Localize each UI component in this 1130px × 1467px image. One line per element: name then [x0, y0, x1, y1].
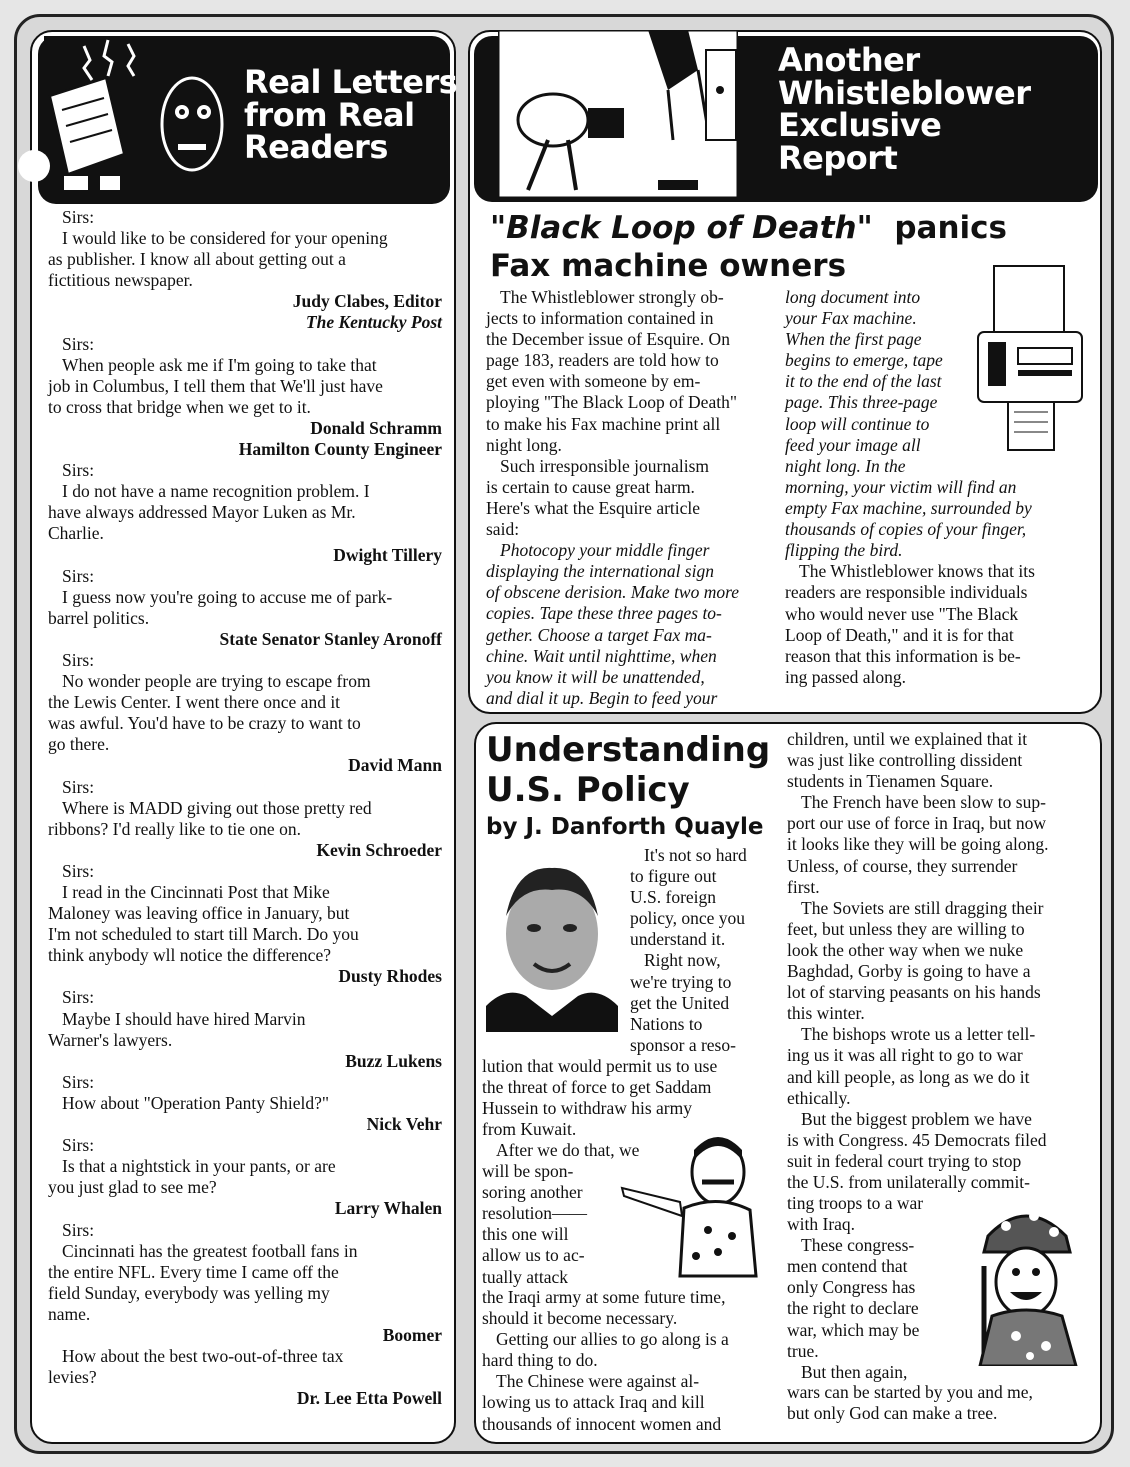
letter-line: ribbons? I'd really like to tie one on. — [48, 818, 301, 839]
policy-text-line: resolution—— — [482, 1203, 587, 1224]
report-text-line: morning, your victim will find an — [785, 477, 1017, 497]
letter-line: Donald Schramm — [310, 417, 442, 438]
letter-line: State Senator Stanley Aronoff — [219, 628, 442, 649]
letter-line: Judy Clabes, Editor — [292, 291, 442, 312]
letter-line: fictitious newspaper. — [48, 270, 193, 291]
policy-text-line: with Iraq. — [787, 1214, 856, 1235]
policy-column-1-beside-photo — [630, 845, 764, 1056]
report-text-line: get even with someone by em- — [486, 371, 701, 392]
policy-text-line: ethically. — [787, 1087, 851, 1108]
policy-text-line: lowing us to attack Iraq and kill — [482, 1392, 705, 1413]
policy-text-line: children, until we explained that it — [787, 729, 1028, 749]
policy-text-line: port our use of force in Iraq, but now — [787, 813, 1047, 834]
policy-text-line: men contend that — [787, 1256, 908, 1277]
letters-column — [48, 207, 442, 1409]
policy-text-line: the right to declare — [787, 1298, 919, 1319]
letter-line: Sirs: — [62, 1219, 95, 1240]
report-text-line: The Whistleblower strongly ob- — [500, 287, 724, 307]
policy-text-line: and kill people, as long as we do it — [787, 1066, 1030, 1087]
letter-line: was awful. You'd have to be crazy to want to — [48, 713, 361, 734]
report-text-line: reason that this information is be- — [785, 645, 1021, 666]
policy-text-line: soring another — [482, 1182, 583, 1203]
letter-line: to cross that bridge when we get to it. — [48, 396, 311, 417]
policy-text-line: But the biggest problem we have — [801, 1108, 1032, 1129]
policy-text-line: understand it. — [630, 929, 726, 950]
report-text-line: of obscene derision. Make two more — [486, 582, 740, 603]
policy-title-2: U.S. Policy — [486, 770, 690, 810]
report-title-line: Report — [778, 138, 898, 177]
policy-text-line: The Soviets are still dragging their — [801, 897, 1044, 918]
letter-line: Cincinnati has the greatest football fans in — [62, 1240, 358, 1261]
binding-hole-mark — [16, 148, 52, 184]
policy-text-line: the threat of force to get Saddam — [482, 1077, 712, 1098]
report-text-line: When the first page — [785, 329, 922, 350]
report-text-line: copies. Tape these three pages to- — [486, 603, 722, 624]
letter-line: think anybody wll notice the difference? — [48, 945, 331, 966]
policy-text-line: is with Congress. 45 Democrats filed — [787, 1129, 1047, 1150]
letter-line: Where is MADD giving out those pretty red — [62, 797, 372, 818]
policy-text-line: tually attack — [482, 1266, 569, 1287]
report-text-line: who would never use "The Black — [785, 603, 1019, 624]
letter-line: Sirs: — [62, 207, 95, 227]
policy-text-line: lution that would permit us to use — [482, 1056, 718, 1076]
letter-line: name. — [48, 1303, 91, 1324]
policy-text-line: Unless, of course, they surrender — [787, 855, 1018, 876]
report-banner-title — [778, 41, 1031, 177]
policy-text-line: sponsor a reso- — [630, 1034, 736, 1055]
policy-text-line: first. — [787, 876, 820, 897]
report-text-line: to make his Fax machine print all — [486, 413, 721, 434]
report-text-line: long document into — [785, 287, 921, 307]
letters-title-line: Real Letters — [244, 63, 458, 101]
policy-text-line: U.S. foreign — [630, 887, 717, 908]
letter-line: Sirs: — [62, 1071, 95, 1092]
letter-line: Warner's lawyers. — [48, 1029, 173, 1050]
letter-line: Boomer — [382, 1324, 442, 1345]
report-text-line: Photocopy your middle finger — [500, 540, 710, 561]
report-title-line: Whistleblower — [778, 73, 1031, 112]
report-text-line: page 183, readers are told how to — [486, 350, 719, 371]
letter-line: field Sunday, everybody was yelling my — [48, 1282, 330, 1303]
letter-line: The Kentucky Post — [305, 312, 442, 333]
policy-text-line: After we do that, we — [496, 1140, 640, 1160]
letter-line: Dwight Tillery — [333, 544, 442, 565]
report-text-line: your Fax machine. — [785, 308, 917, 329]
letter-line: Kevin Schroeder — [316, 839, 442, 860]
report-text-line: it to the end of the last — [785, 371, 942, 392]
report-text-line: empty Fax machine, surrounded by — [785, 498, 1032, 519]
report-text-line: night long. — [486, 434, 562, 455]
letter-line: levies? — [48, 1367, 97, 1388]
letter-line: Sirs: — [62, 565, 95, 586]
letter-line: go there. — [48, 734, 110, 755]
report-text-line: said: — [486, 519, 520, 540]
saddam-cartoon — [620, 1130, 762, 1280]
report-headline-line-2: Fax machine owners — [490, 248, 847, 284]
policy-text-line: war, which may be — [787, 1319, 920, 1340]
report-text-line: begins to emerge, tape — [785, 350, 943, 371]
letter-line: Sirs: — [62, 860, 95, 881]
report-title-line: Another — [778, 41, 920, 79]
letter-line: Dr. Lee Etta Powell — [296, 1388, 442, 1409]
policy-text-line: The French have been slow to sup- — [801, 792, 1046, 813]
letter-line: No wonder people are trying to escape from — [62, 671, 371, 692]
letter-line: I'm not scheduled to start till March. Do you — [48, 924, 359, 945]
policy-text-line: feet, but unless they are willing to — [787, 918, 1025, 939]
report-text-line: readers are responsible individuals — [785, 582, 1028, 603]
letter-line: Sirs: — [62, 776, 95, 797]
report-text-line: night long. In the — [785, 455, 906, 476]
soldier-cartoon — [966, 1196, 1096, 1366]
policy-title-1: Understanding — [486, 730, 771, 770]
report-headline-quote: "Black Loop of Death" — [490, 210, 873, 246]
report-text-line: loop will continue to — [785, 413, 930, 434]
policy-text-line: but only God can make a tree. — [787, 1403, 998, 1424]
policy-text-line: ting troops to a war — [787, 1193, 924, 1213]
report-text-line: ing passed along. — [785, 666, 907, 687]
report-text-line: Here's what the Esquire article — [486, 497, 701, 518]
report-text-line: The Whistleblower knows that its — [799, 561, 1035, 582]
letter-line: How about "Operation Panty Shield?" — [62, 1092, 330, 1113]
report-headline-line-1 — [490, 210, 1007, 246]
policy-column-2-beside-soldier — [787, 1193, 957, 1383]
policy-text-line: will be spon- — [482, 1161, 574, 1182]
policy-text-line: But then again, — [801, 1361, 908, 1382]
policy-column-1-end — [482, 1287, 766, 1435]
policy-text-line: the Iraqi army at some future time, — [482, 1287, 726, 1307]
policy-text-line: Right now, — [644, 950, 721, 971]
letter-line: I read in the Cincinnati Post that Mike — [62, 882, 330, 902]
letter-line: Charlie. — [48, 523, 104, 544]
letter-line: the entire NFL. Every time I came off the — [48, 1261, 339, 1282]
report-text-line: page. This three-page — [785, 392, 938, 413]
letter-line: Sirs: — [62, 987, 95, 1008]
policy-column-1-beside-cartoon — [482, 1140, 640, 1288]
report-text-line: gether. Choose a target Fax ma- — [486, 624, 712, 645]
letter-line: have always addressed Mayor Luken as Mr. — [48, 502, 356, 523]
policy-text-line: allow us to ac- — [482, 1245, 585, 1266]
policy-text-line: true. — [787, 1340, 819, 1361]
letter-line: Buzz Lukens — [345, 1050, 442, 1071]
report-text-line: thousands of copies of your finger, — [785, 519, 1027, 540]
report-column-2-top — [785, 287, 965, 477]
policy-text-line: students in Tienamen Square. — [787, 771, 994, 792]
policy-text-line: The Chinese were against al- — [496, 1371, 700, 1392]
letter-line: Sirs: — [62, 1135, 95, 1156]
report-illustration — [498, 30, 738, 198]
letter-line: How about the best two-out-of-three tax — [62, 1346, 344, 1367]
report-text-line: Such irresponsible journalism — [500, 455, 710, 476]
policy-text-line: wars can be started by you and me, — [787, 1382, 1033, 1402]
letter-line: I do not have a name recognition problem. I — [62, 481, 370, 502]
policy-text-line: ing us it was all right to go to war — [787, 1045, 1023, 1066]
letter-line: you just glad to see me? — [48, 1177, 217, 1198]
policy-text-line: only Congress has — [787, 1277, 916, 1298]
letters-title-line: from Real — [244, 95, 415, 134]
policy-text-line: policy, once you — [630, 908, 746, 929]
report-text-line: feed your image all — [785, 434, 921, 455]
letter-line: Sirs: — [62, 649, 95, 670]
policy-text-line: we're trying to — [630, 971, 732, 992]
policy-text-line: thousands of innocent women and — [482, 1413, 722, 1434]
policy-text-line: These congress- — [801, 1235, 915, 1256]
report-text-line: jects to information contained in — [486, 308, 714, 329]
report-text-line: the December issue of Esquire. On — [486, 329, 730, 350]
report-title-line: Exclusive — [778, 106, 942, 145]
letter-line: I would like to be considered for your opening — [62, 228, 388, 249]
report-headline-verb: panics — [894, 210, 1007, 246]
letter-line: job in Columbus, I tell them that We'll just have — [48, 375, 383, 396]
report-text-line: Loop of Death," and it is for that — [785, 624, 1014, 645]
policy-column-1 — [482, 1056, 766, 1140]
policy-text-line: it looks like they will be going along. — [787, 834, 1049, 855]
policy-text-line: lot of starving peasants on his hands — [787, 982, 1041, 1003]
policy-text-line: suit in federal court trying to stop — [787, 1150, 1022, 1171]
report-text-line: is certain to cause great harm. — [486, 476, 695, 497]
policy-text-line: Getting our allies to go along is a — [496, 1329, 729, 1350]
letter-line: Sirs: — [62, 460, 95, 481]
letter-line: as publisher. I know all about getting out a — [48, 249, 346, 270]
policy-text-line: the U.S. from unilaterally commit- — [787, 1171, 1031, 1192]
letter-line: David Mann — [348, 755, 442, 776]
letter-line: barrel politics. — [48, 607, 150, 628]
policy-text-line: Nations to — [630, 1013, 703, 1034]
report-text-line: displaying the international sign — [486, 561, 714, 582]
letter-line: Larry Whalen — [334, 1198, 442, 1219]
policy-text-line: should it become necessary. — [482, 1308, 678, 1329]
policy-text-line: It's not so hard — [644, 845, 747, 865]
letter-line: Sirs: — [62, 333, 95, 354]
report-column-1 — [486, 287, 770, 709]
letters-illustration — [44, 36, 234, 196]
policy-text-line: look the other way when we nuke — [787, 939, 1024, 960]
letter-line: Nick Vehr — [366, 1114, 442, 1135]
report-text-line: ploying "The Black Loop of Death" — [486, 392, 737, 413]
letter-line: Hamilton County Engineer — [238, 439, 442, 460]
policy-column-2 — [787, 729, 1087, 1193]
letter-line: When people ask me if I'm going to take that — [62, 354, 377, 375]
policy-text-line: Baghdad, Gorby is going to have a — [787, 961, 1031, 982]
policy-text-line: this one will — [482, 1224, 569, 1245]
report-column-2-bottom — [785, 477, 1085, 688]
policy-text-line: to figure out — [630, 866, 717, 887]
report-text-line: chine. Wait until nighttime, when — [486, 645, 717, 666]
policy-text-line: Hussein to withdraw his army — [482, 1098, 692, 1119]
policy-text-line: this winter. — [787, 1003, 865, 1024]
fax-machine-illustration — [968, 262, 1094, 458]
report-text-line: flipping the bird. — [785, 540, 903, 561]
policy-text-line: was just like controlling dissident — [787, 750, 1023, 771]
letters-title-line: Readers — [244, 128, 388, 167]
report-text-line: and dial it up. Begin to feed your — [486, 687, 718, 708]
letter-line: Is that a nightstick in your pants, or are — [62, 1156, 336, 1177]
letter-line: Maybe I should have hired Marvin — [62, 1008, 306, 1029]
letter-line: the Lewis Center. I went there once and it — [48, 692, 341, 713]
policy-column-2-end — [787, 1382, 1087, 1424]
policy-byline: by J. Danforth Quayle — [486, 814, 764, 840]
quayle-photo — [486, 856, 618, 1032]
letter-line: I guess now you're going to accuse me of park- — [62, 586, 393, 607]
policy-text-line: hard thing to do. — [482, 1350, 598, 1371]
policy-text-line: get the United — [630, 992, 730, 1013]
report-text-line: you know it will be unattended, — [486, 666, 705, 687]
letter-line: Maloney was leaving office in January, but — [48, 903, 350, 924]
policy-text-line: The bishops wrote us a letter tell- — [801, 1024, 1036, 1045]
letter-line: Dusty Rhodes — [338, 966, 442, 987]
letters-banner-title — [244, 63, 458, 167]
policy-text-line: from Kuwait. — [482, 1119, 577, 1140]
